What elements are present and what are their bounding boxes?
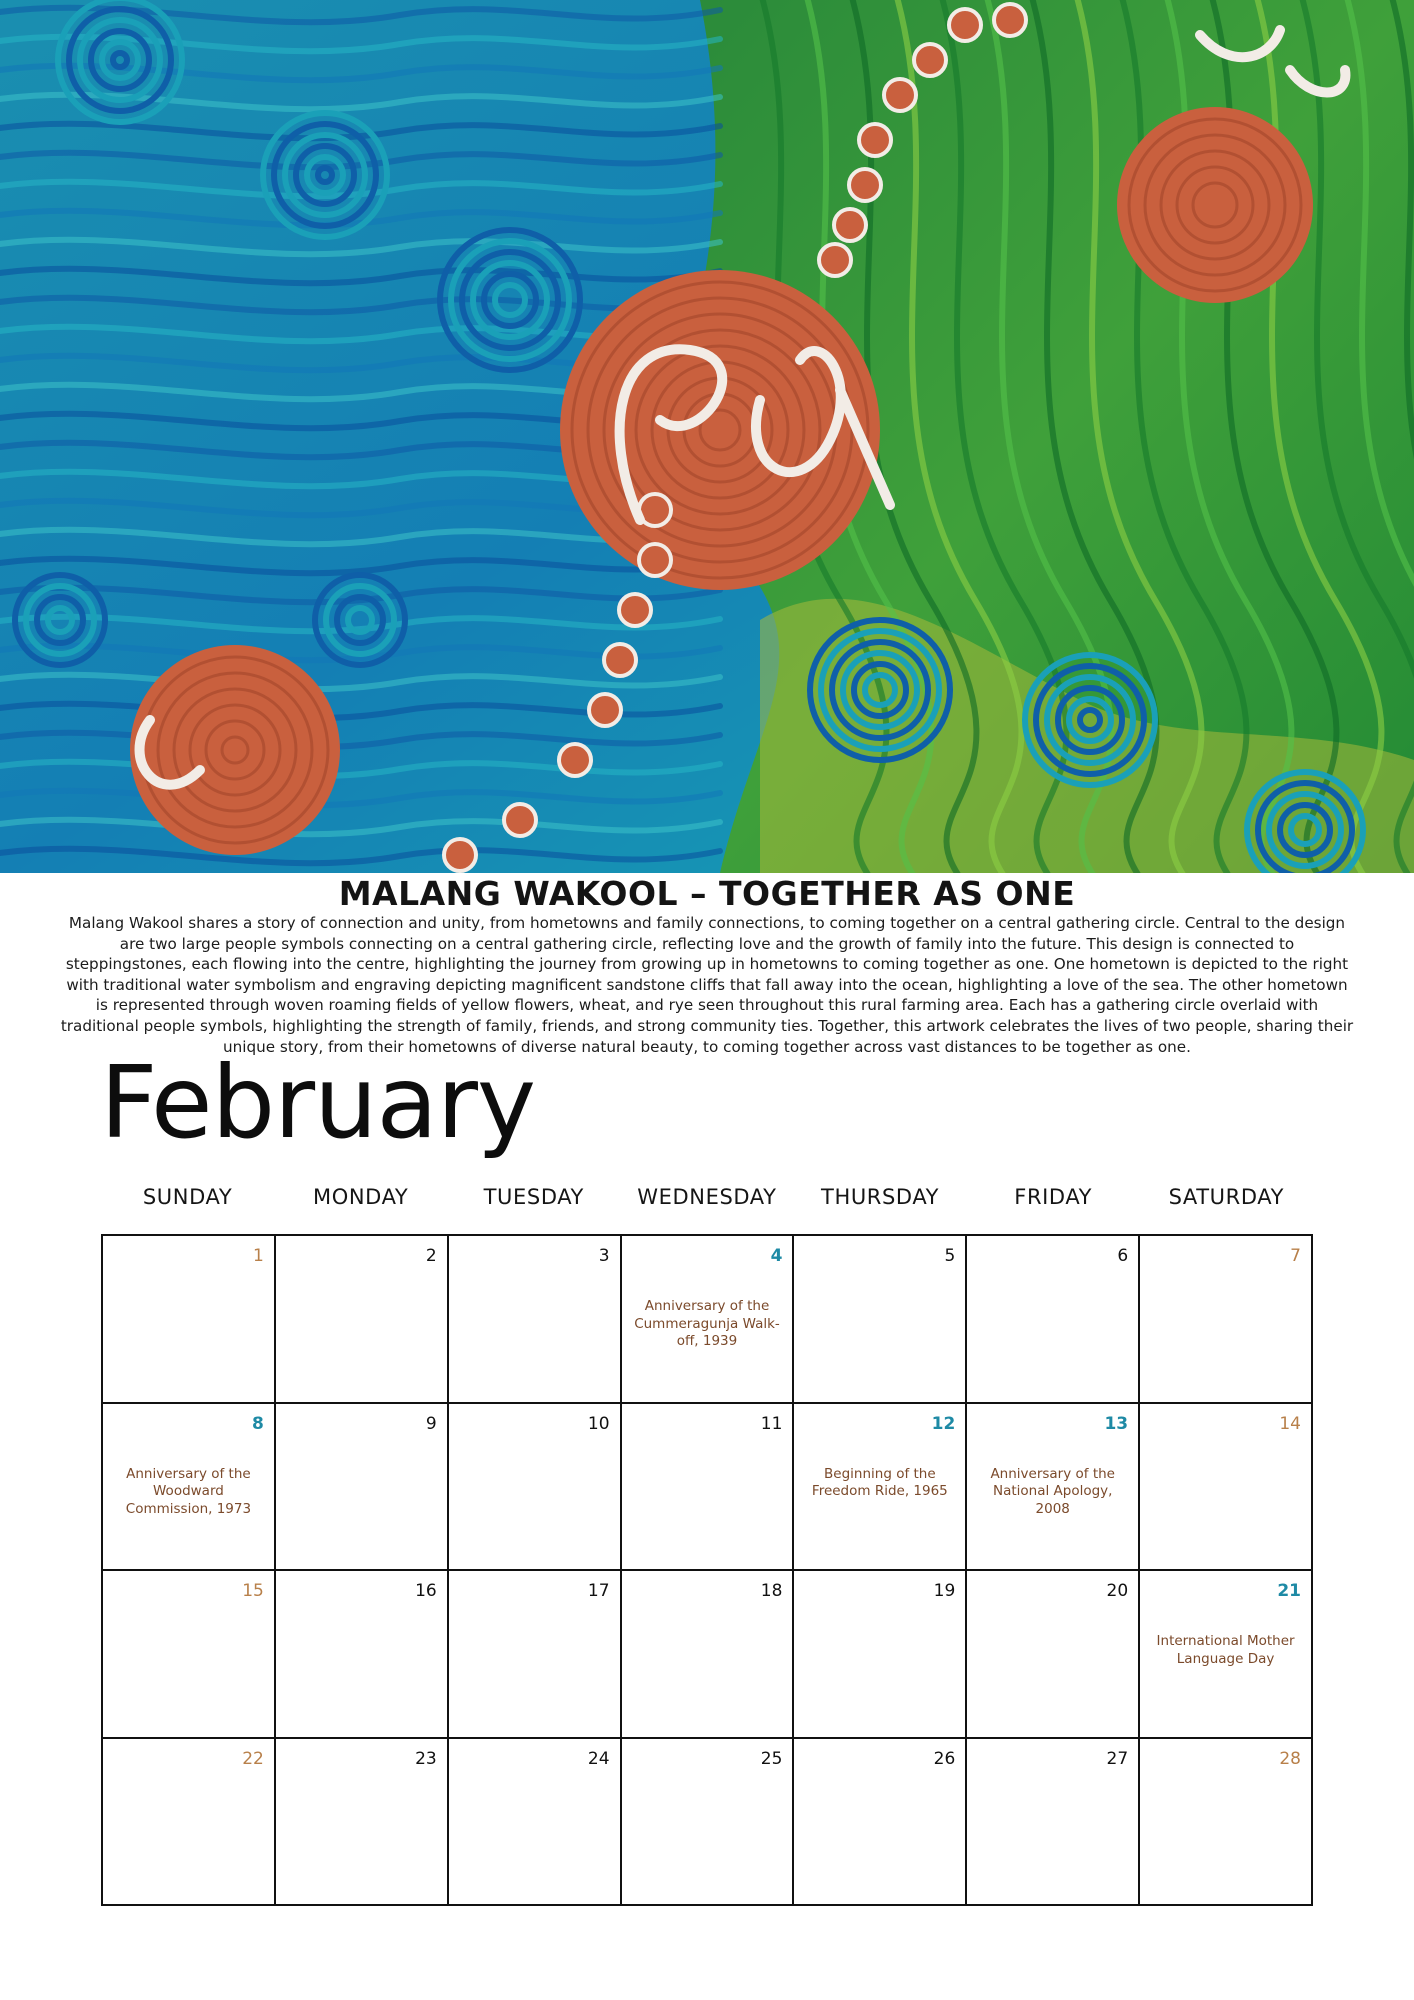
day-cell xyxy=(1140,1571,1313,1739)
day-cell xyxy=(449,1404,622,1572)
day-number: 19 xyxy=(933,1581,956,1601)
weekday-saturday: SATURDAY xyxy=(1168,1185,1285,1209)
day-cell xyxy=(103,1571,276,1739)
weekday-thursday: THURSDAY xyxy=(821,1185,940,1209)
day-cell xyxy=(794,1571,967,1739)
day-cell xyxy=(794,1236,967,1404)
month-title: February xyxy=(100,1044,536,1161)
day-number: 9 xyxy=(425,1413,437,1434)
day-number: 26 xyxy=(933,1748,956,1769)
day-cell xyxy=(103,1236,276,1404)
day-number: 15 xyxy=(242,1581,264,1601)
day-event-note: Anniversary of the National Apology, 2008 xyxy=(990,1465,1115,1517)
day-number: 23 xyxy=(415,1748,437,1769)
day-cell xyxy=(449,1236,622,1404)
day-number: 5 xyxy=(944,1246,956,1266)
day-number: 6 xyxy=(1117,1246,1129,1266)
day-number: 17 xyxy=(587,1581,610,1601)
day-cell xyxy=(622,1404,795,1572)
day-number: 1 xyxy=(253,1246,264,1266)
day-cell xyxy=(622,1739,795,1907)
day-cell xyxy=(1140,1739,1313,1907)
day-cell xyxy=(276,1739,449,1907)
weekday-friday: FRIDAY xyxy=(1014,1185,1093,1209)
day-cell xyxy=(967,1739,1140,1907)
day-number: 14 xyxy=(1279,1413,1301,1434)
day-number: 3 xyxy=(598,1246,610,1266)
day-event-note: Anniversary of the Woodward Commission, 1973 xyxy=(125,1465,252,1517)
day-number: 28 xyxy=(1279,1748,1301,1769)
day-number: 27 xyxy=(1106,1748,1129,1769)
day-cell xyxy=(967,1571,1140,1739)
day-cell xyxy=(276,1404,449,1572)
weekday-sunday: SUNDAY xyxy=(142,1185,233,1209)
day-number: 20 xyxy=(1106,1581,1129,1601)
day-cell xyxy=(103,1404,276,1572)
day-number: 12 xyxy=(931,1413,956,1434)
day-cell xyxy=(622,1236,795,1404)
artwork-title: MALANG WAKOOL – TOGETHER AS ONE xyxy=(338,874,1076,913)
day-number: 21 xyxy=(1277,1581,1301,1601)
day-number: 2 xyxy=(425,1246,437,1266)
day-event-note: Anniversary of the Cummeragunja Walk-off, 1939 xyxy=(634,1298,780,1349)
day-cell xyxy=(103,1739,276,1907)
day-number: 13 xyxy=(1104,1413,1129,1434)
day-number: 22 xyxy=(242,1748,264,1769)
day-cell xyxy=(1140,1404,1313,1572)
day-number: 18 xyxy=(760,1581,783,1601)
day-number: 7 xyxy=(1290,1246,1301,1266)
artwork-description: Malang Wakool shares a story of connection and unity, from hometowns and family connections, to coming together on a central gathering circle. Central to the design are two large people symbols connecting on a central gathering circle, reflecting love and the growth of family into the future. This design is connected to steppingstones, each flowing into the centre, highlighting the journey from growing up in hometowns to coming together as one. One hometown is depicted to the right with traditional water symbolism and engraving depicting magnificent sandstone cliffs that fall away into the ocean, highlighting a love of the sea. The other hometown is represented through woven roaming fields of yellow flowers, wheat, and rye seen throughout this rural farming area. Each has a gathering circle overlaid with traditional people symbols, highlighting the strength of family, friends, and strong community ties. Together, this artwork celebrates the lives of two people, sharing their unique story, from their hometowns of diverse natural beauty, to coming together across vast distances to be together as one. xyxy=(60,914,1354,1056)
day-cell xyxy=(622,1571,795,1739)
day-cell xyxy=(449,1739,622,1907)
day-number: 11 xyxy=(760,1413,783,1434)
day-cell xyxy=(449,1571,622,1739)
weekday-tuesday: TUESDAY xyxy=(483,1185,584,1209)
weekday-header-row xyxy=(101,1185,1313,1209)
day-event-note: Beginning of the Freedom Ride, 1965 xyxy=(811,1465,948,1499)
day-number: 8 xyxy=(252,1413,264,1434)
day-number: 16 xyxy=(415,1581,437,1601)
day-cell xyxy=(967,1236,1140,1404)
day-cell xyxy=(794,1404,967,1572)
day-number: 4 xyxy=(770,1246,783,1266)
calendar-grid xyxy=(101,1234,1313,1906)
day-number: 10 xyxy=(587,1413,610,1434)
day-cell xyxy=(276,1236,449,1404)
day-cell xyxy=(967,1404,1140,1572)
artwork-painting xyxy=(0,0,1414,873)
day-number: 25 xyxy=(760,1748,783,1769)
day-event-note: International Mother Language Day xyxy=(1156,1633,1295,1667)
weekday-wednesday: WEDNESDAY xyxy=(637,1185,777,1209)
weekday-monday: MONDAY xyxy=(313,1185,409,1209)
day-cell xyxy=(794,1739,967,1907)
day-cell xyxy=(276,1571,449,1739)
day-number: 24 xyxy=(587,1748,610,1769)
day-cell xyxy=(1140,1236,1313,1404)
